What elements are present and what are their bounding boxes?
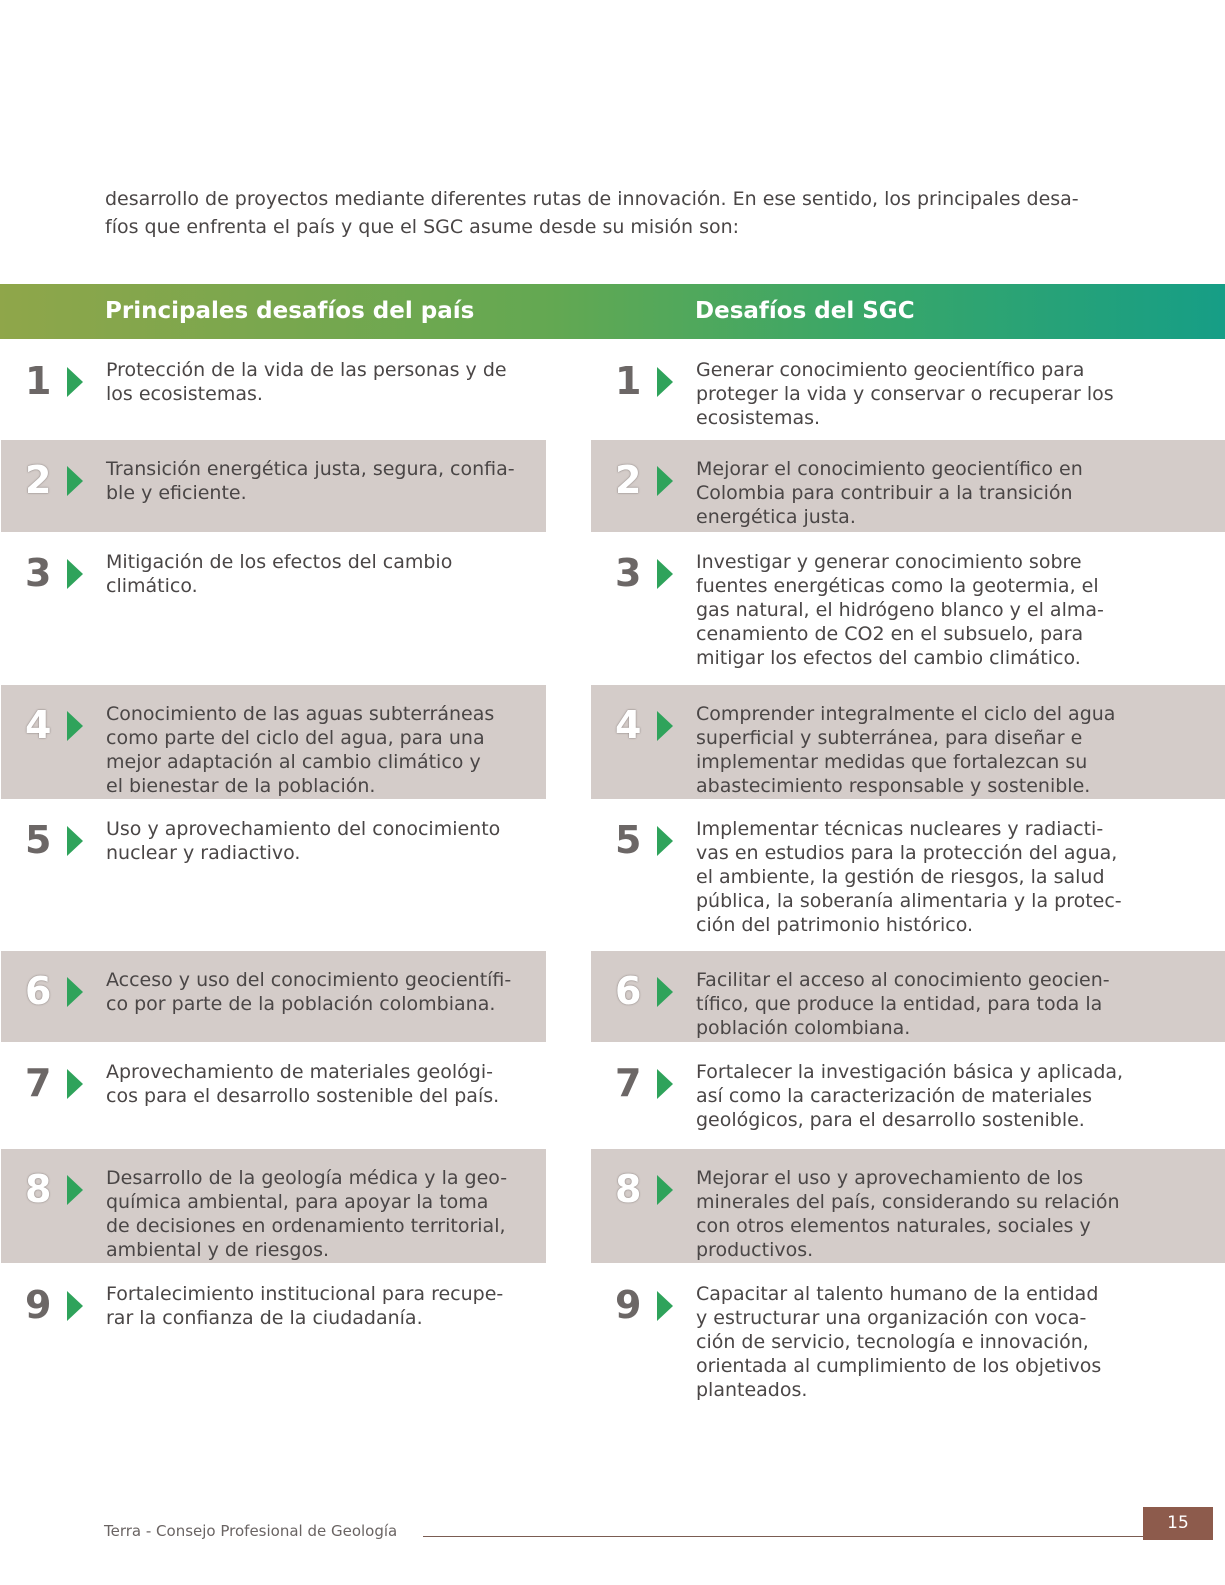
- challenge-text: [106, 1166, 507, 1262]
- country-challenge-row: [1, 685, 546, 799]
- triangle-arrow-icon: [67, 1175, 83, 1205]
- sgc-challenge-row: [591, 1149, 1225, 1263]
- footer-publication: Terra - Consejo Profesional de Geología: [104, 1522, 398, 1540]
- triangle-arrow-icon: [657, 1291, 673, 1321]
- row-number: 7: [615, 1061, 642, 1105]
- row-number: 3: [615, 551, 642, 595]
- challenge-text-line: orientada al cumplimiento de los objetivos: [696, 1355, 1102, 1377]
- challenge-text-line: Colombia para contribuir a la transición: [696, 482, 1073, 504]
- footer-rule: [423, 1536, 1143, 1537]
- country-challenge-row: [1, 341, 546, 440]
- challenge-text: [106, 358, 507, 406]
- challenge-text-line: abastecimiento responsable y sostenible.: [696, 775, 1091, 797]
- challenge-text-line: así como la caracterización de materiales: [696, 1085, 1093, 1107]
- challenge-text-line: Comprender integralmente el ciclo del agua: [696, 703, 1116, 725]
- challenge-text: [106, 1282, 503, 1330]
- challenge-text-line: mitigar los efectos del cambio climático.: [696, 647, 1081, 669]
- challenge-text-line: ción del patrimonio histórico.: [696, 914, 974, 936]
- challenge-text-line: fuentes energéticas como la geotermia, el: [696, 575, 1099, 597]
- challenge-text: [696, 1282, 1101, 1402]
- triangle-arrow-icon: [657, 367, 673, 397]
- table-header: [0, 284, 1225, 339]
- challenge-text: [696, 968, 1110, 1040]
- challenge-text-line: como parte del ciclo del agua, para una: [106, 727, 485, 749]
- triangle-arrow-icon: [67, 826, 83, 856]
- triangle-arrow-icon: [67, 466, 83, 496]
- triangle-arrow-icon: [657, 1175, 673, 1205]
- triangle-arrow-icon: [657, 1069, 673, 1099]
- challenge-text-line: Transición energética justa, segura, confia-: [106, 458, 515, 480]
- challenge-text-line: población colombiana.: [696, 1017, 911, 1039]
- row-number: 8: [615, 1167, 642, 1211]
- challenge-text: [696, 1060, 1123, 1132]
- triangle-arrow-icon: [657, 559, 673, 589]
- challenge-text: [106, 1060, 499, 1108]
- challenge-text: [106, 550, 452, 598]
- challenge-text-line: el bienestar de la población.: [106, 775, 376, 797]
- challenge-text-line: los ecosistemas.: [106, 383, 263, 405]
- country-challenge-row: [1, 1043, 546, 1149]
- challenge-text-line: Implementar técnicas nucleares y radiacti-: [696, 818, 1104, 840]
- challenge-text-line: tífico, que produce la entidad, para toda la: [696, 993, 1103, 1015]
- challenge-text-line: Fortalecimiento institucional para recupe-: [106, 1283, 504, 1305]
- sgc-challenge-row: [591, 685, 1225, 799]
- page-number: 15: [1143, 1507, 1213, 1540]
- challenge-text-line: ambiental y de riesgos.: [106, 1239, 330, 1261]
- row-number: 1: [615, 359, 642, 403]
- row-number: 5: [615, 818, 642, 862]
- challenge-text-line: rar la confianza de la ciudadanía.: [106, 1307, 423, 1329]
- challenge-text-line: Investigar y generar conocimiento sobre: [696, 551, 1082, 573]
- challenge-text-line: el ambiente, la gestión de riesgos, la salud: [696, 866, 1105, 888]
- challenge-text-line: nuclear y radiactivo.: [106, 842, 301, 864]
- row-number: 7: [25, 1061, 52, 1105]
- intro-line: fíos que enfrenta el país y que el SGC asume desde su misión son:: [105, 216, 740, 238]
- triangle-arrow-icon: [67, 1291, 83, 1321]
- row-number: 4: [25, 703, 52, 747]
- challenge-text-line: planteados.: [696, 1379, 808, 1401]
- sgc-challenge-row: [591, 440, 1225, 532]
- challenge-text-line: ecosistemas.: [696, 407, 821, 429]
- challenge-text-line: Acceso y uso del conocimiento geocientífi-: [106, 969, 512, 991]
- challenge-text-line: vas en estudios para la protección del agua,: [696, 842, 1118, 864]
- sgc-challenge-row: [591, 533, 1225, 685]
- challenge-text-line: implementar medidas que fortalezcan su: [696, 751, 1088, 773]
- triangle-arrow-icon: [657, 826, 673, 856]
- country-challenge-row: [1, 800, 546, 951]
- row-number: 6: [25, 969, 52, 1013]
- triangle-arrow-icon: [67, 1069, 83, 1099]
- challenge-text: [106, 457, 515, 505]
- challenge-text-line: ción de servicio, tecnología e innovación,: [696, 1331, 1089, 1353]
- challenge-text-line: Protección de la vida de las personas y de: [106, 359, 507, 381]
- challenge-text: [106, 817, 500, 865]
- challenge-text: [696, 550, 1104, 670]
- challenge-text-line: proteger la vida y conservar o recuperar los: [696, 383, 1114, 405]
- challenge-text: [696, 817, 1122, 937]
- challenge-text-line: de decisiones en ordenamiento territorial,: [106, 1215, 506, 1237]
- sgc-challenge-row: [591, 800, 1225, 951]
- challenge-text-line: Uso y aprovechamiento del conocimiento: [106, 818, 501, 840]
- intro-paragraph: [105, 185, 1125, 241]
- triangle-arrow-icon: [657, 977, 673, 1007]
- challenge-text-line: mejor adaptación al cambio climático y: [106, 751, 481, 773]
- challenge-text-line: gas natural, el hidrógeno blanco y el alma-: [696, 599, 1104, 621]
- country-challenge-row: [1, 440, 546, 532]
- row-number: 3: [25, 551, 52, 595]
- challenge-text-line: Mejorar el conocimiento geocientífico en: [696, 458, 1083, 480]
- challenge-text-line: Generar conocimiento geocientífico para: [696, 359, 1085, 381]
- challenge-text-line: energética justa.: [696, 506, 856, 528]
- row-number: 8: [25, 1167, 52, 1211]
- challenge-text-line: ble y eficiente.: [106, 482, 247, 504]
- row-number: 5: [25, 818, 52, 862]
- challenge-text: [696, 1166, 1120, 1262]
- sgc-challenge-row: [591, 1265, 1225, 1415]
- triangle-arrow-icon: [67, 367, 83, 397]
- country-challenge-row: [1, 1265, 546, 1415]
- challenge-text-line: Fortalecer la investigación básica y aplicada,: [696, 1061, 1124, 1083]
- triangle-arrow-icon: [67, 559, 83, 589]
- sgc-challenge-row: [591, 1043, 1225, 1149]
- challenge-text-line: química ambiental, para apoyar la toma: [106, 1191, 489, 1213]
- challenge-text-line: co por parte de la población colombiana.: [106, 993, 496, 1015]
- challenge-text-line: climático.: [106, 575, 198, 597]
- row-number: 6: [615, 969, 642, 1013]
- challenge-text-line: Conocimiento de las aguas subterráneas: [106, 703, 495, 725]
- challenge-text-line: cenamiento de CO2 en el subsuelo, para: [696, 623, 1084, 645]
- challenge-text: [106, 968, 511, 1016]
- challenge-text-line: geológicos, para el desarrollo sostenible.: [696, 1109, 1085, 1131]
- challenge-text-line: cos para el desarrollo sostenible del país.: [106, 1085, 500, 1107]
- challenge-text: [696, 702, 1115, 798]
- row-number: 2: [615, 458, 642, 502]
- triangle-arrow-icon: [657, 466, 673, 496]
- challenge-text: [696, 457, 1083, 529]
- header-left-title: Principales desafíos del país: [105, 298, 475, 324]
- challenge-text-line: superficial y subterránea, para diseñar e: [696, 727, 1083, 749]
- row-number: 9: [25, 1283, 52, 1327]
- intro-line: desarrollo de proyectos mediante diferentes rutas de innovación. En ese sentido, los principales desa-: [105, 188, 1079, 210]
- challenge-text-line: pública, la soberanía alimentaria y la protec-: [696, 890, 1122, 912]
- triangle-arrow-icon: [657, 711, 673, 741]
- row-number: 1: [25, 359, 52, 403]
- sgc-challenge-row: [591, 951, 1225, 1042]
- triangle-arrow-icon: [67, 977, 83, 1007]
- challenge-text-line: Mitigación de los efectos del cambio: [106, 551, 453, 573]
- challenge-text-line: minerales del país, considerando su relación: [696, 1191, 1120, 1213]
- challenge-text-line: con otros elementos naturales, sociales y: [696, 1215, 1091, 1237]
- sgc-challenge-row: [591, 341, 1225, 440]
- challenge-text-line: Capacitar al talento humano de la entidad: [696, 1283, 1099, 1305]
- challenge-text-line: Facilitar el acceso al conocimiento geocien-: [696, 969, 1110, 991]
- challenge-text-line: y estructurar una organización con voca-: [696, 1307, 1087, 1329]
- challenge-text: [106, 702, 494, 798]
- challenge-text-line: Desarrollo de la geología médica y la geo-: [106, 1167, 508, 1189]
- row-number: 2: [25, 458, 52, 502]
- challenge-text-line: Aprovechamiento de materiales geológi-: [106, 1061, 493, 1083]
- row-number: 9: [615, 1283, 642, 1327]
- challenge-text-line: productivos.: [696, 1239, 814, 1261]
- country-challenge-row: [1, 1149, 546, 1263]
- country-challenge-row: [1, 533, 546, 685]
- triangle-arrow-icon: [67, 711, 83, 741]
- row-number: 4: [615, 703, 642, 747]
- country-challenge-row: [1, 951, 546, 1042]
- header-right-title: Desafíos del SGC: [695, 298, 915, 324]
- challenge-text-line: Mejorar el uso y aprovechamiento de los: [696, 1167, 1084, 1189]
- challenge-text: [696, 358, 1114, 430]
